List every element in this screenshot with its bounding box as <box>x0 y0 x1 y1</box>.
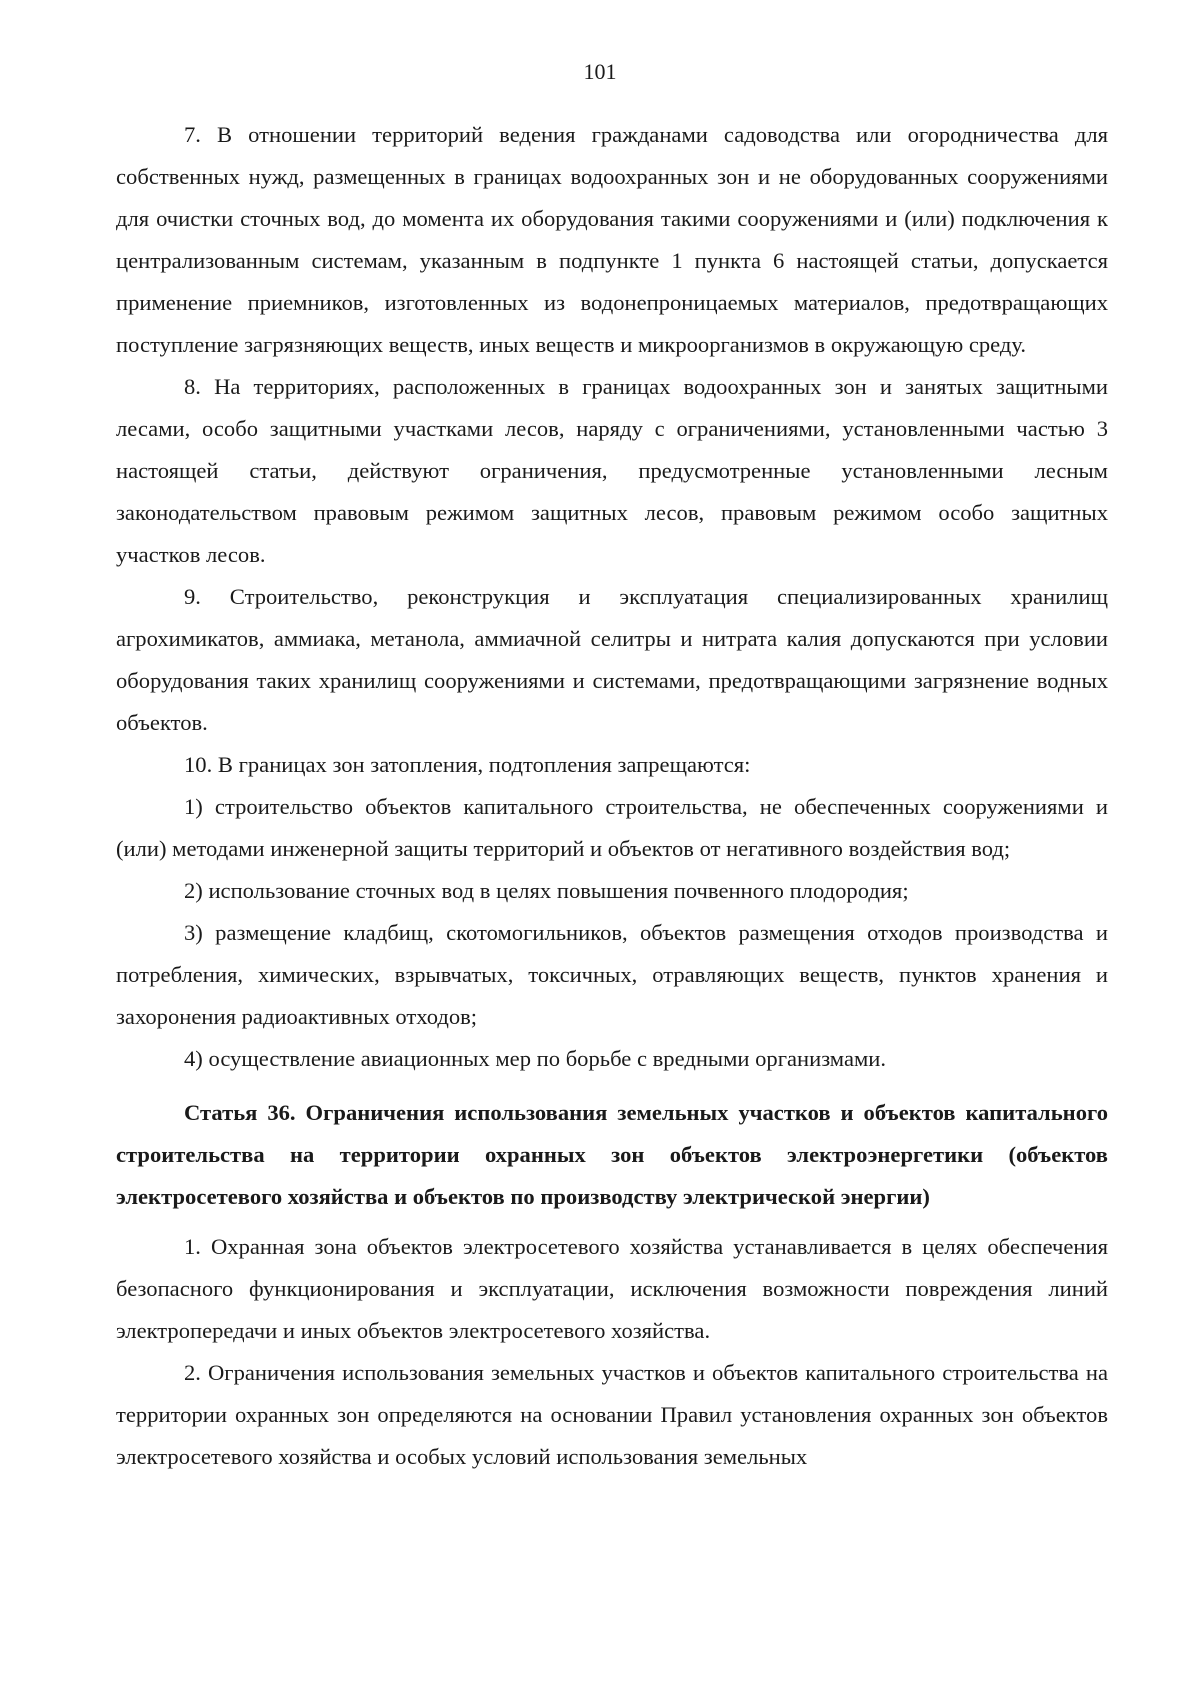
list-item-1: 1) строительство объектов капитального строительства, не обеспеченных сооружениями и (или) методами инженерной защиты территорий и объектов от негативного воздействия вод; <box>116 794 1108 861</box>
document-body <box>116 114 1108 1478</box>
list-item-3: 3) размещение кладбищ, скотомогильников, объектов размещения отходов производства и потребления, химических, взрывчатых, токсичных, отравляющих веществ, пунктов хранения и захоронения радиоактивных отходов; <box>116 920 1108 1029</box>
article-36-heading: Статья 36. Ограничения использования земельных участков и объектов капитального строительства на территории охранных зон объектов электроэнергетики (объектов электросетевого хозяйства и объектов по производству электрической энергии) <box>116 1100 1108 1209</box>
article-36-paragraph-2: 2. Ограничения использования земельных участков и объектов капитального строительства на территории охранных зон определяются на основании Правил установления охранных зон объектов электросетевого хозяйства и особых условий использования земельных <box>116 1360 1108 1469</box>
paragraph-10: 10. В границах зон затопления, подтопления запрещаются: <box>184 752 751 777</box>
paragraph-8: 8. На территориях, расположенных в границах водоохранных зон и занятых защитными лесами, особо защитными участками лесов, наряду с ограничениями, установленными частью 3 настоящей статьи, действуют ограничения, предусмотренные установленными лесным законодательством правовым режимом защитных лесов, правовым режимом особо защитных участков лесов. <box>116 374 1108 567</box>
paragraph-9: 9. Строительство, реконструкция и эксплуатация специализированных хранилищ агрохимикатов, аммиака, метанола, аммиачной селитры и нитрата калия допускаются при условии оборудования таких хранилищ сооружениями и системами, предотвращающими загрязнение водных объектов. <box>116 584 1108 735</box>
page-number: 101 <box>583 59 617 84</box>
article-36-paragraph-1: 1. Охранная зона объектов электросетевого хозяйства устанавливается в целях обеспечения безопасного функционирования и эксплуатации, исключения возможности повреждения линий электропередачи и иных объектов электросетевого хозяйства. <box>116 1234 1108 1343</box>
paragraph-7: 7. В отношении территорий ведения гражданами садоводства или огородничества для собственных нужд, размещенных в границах водоохранных зон и не оборудованных сооружениями для очистки сточных вод, до момента их оборудования такими сооружениями и (или) подключения к централизованным системам, указанным в подпункте 1 пункта 6 настоящей статьи, допускается применение приемников, изготовленных из водонепроницаемых материалов, предотвращающих поступление загрязняющих веществ, иных веществ и микроорганизмов в окружающую среду. <box>116 122 1108 357</box>
list-item-4: 4) осуществление авиационных мер по борьбе с вредными организмами. <box>184 1046 887 1071</box>
list-item-2: 2) использование сточных вод в целях повышения почвенного плодородия; <box>184 878 909 903</box>
